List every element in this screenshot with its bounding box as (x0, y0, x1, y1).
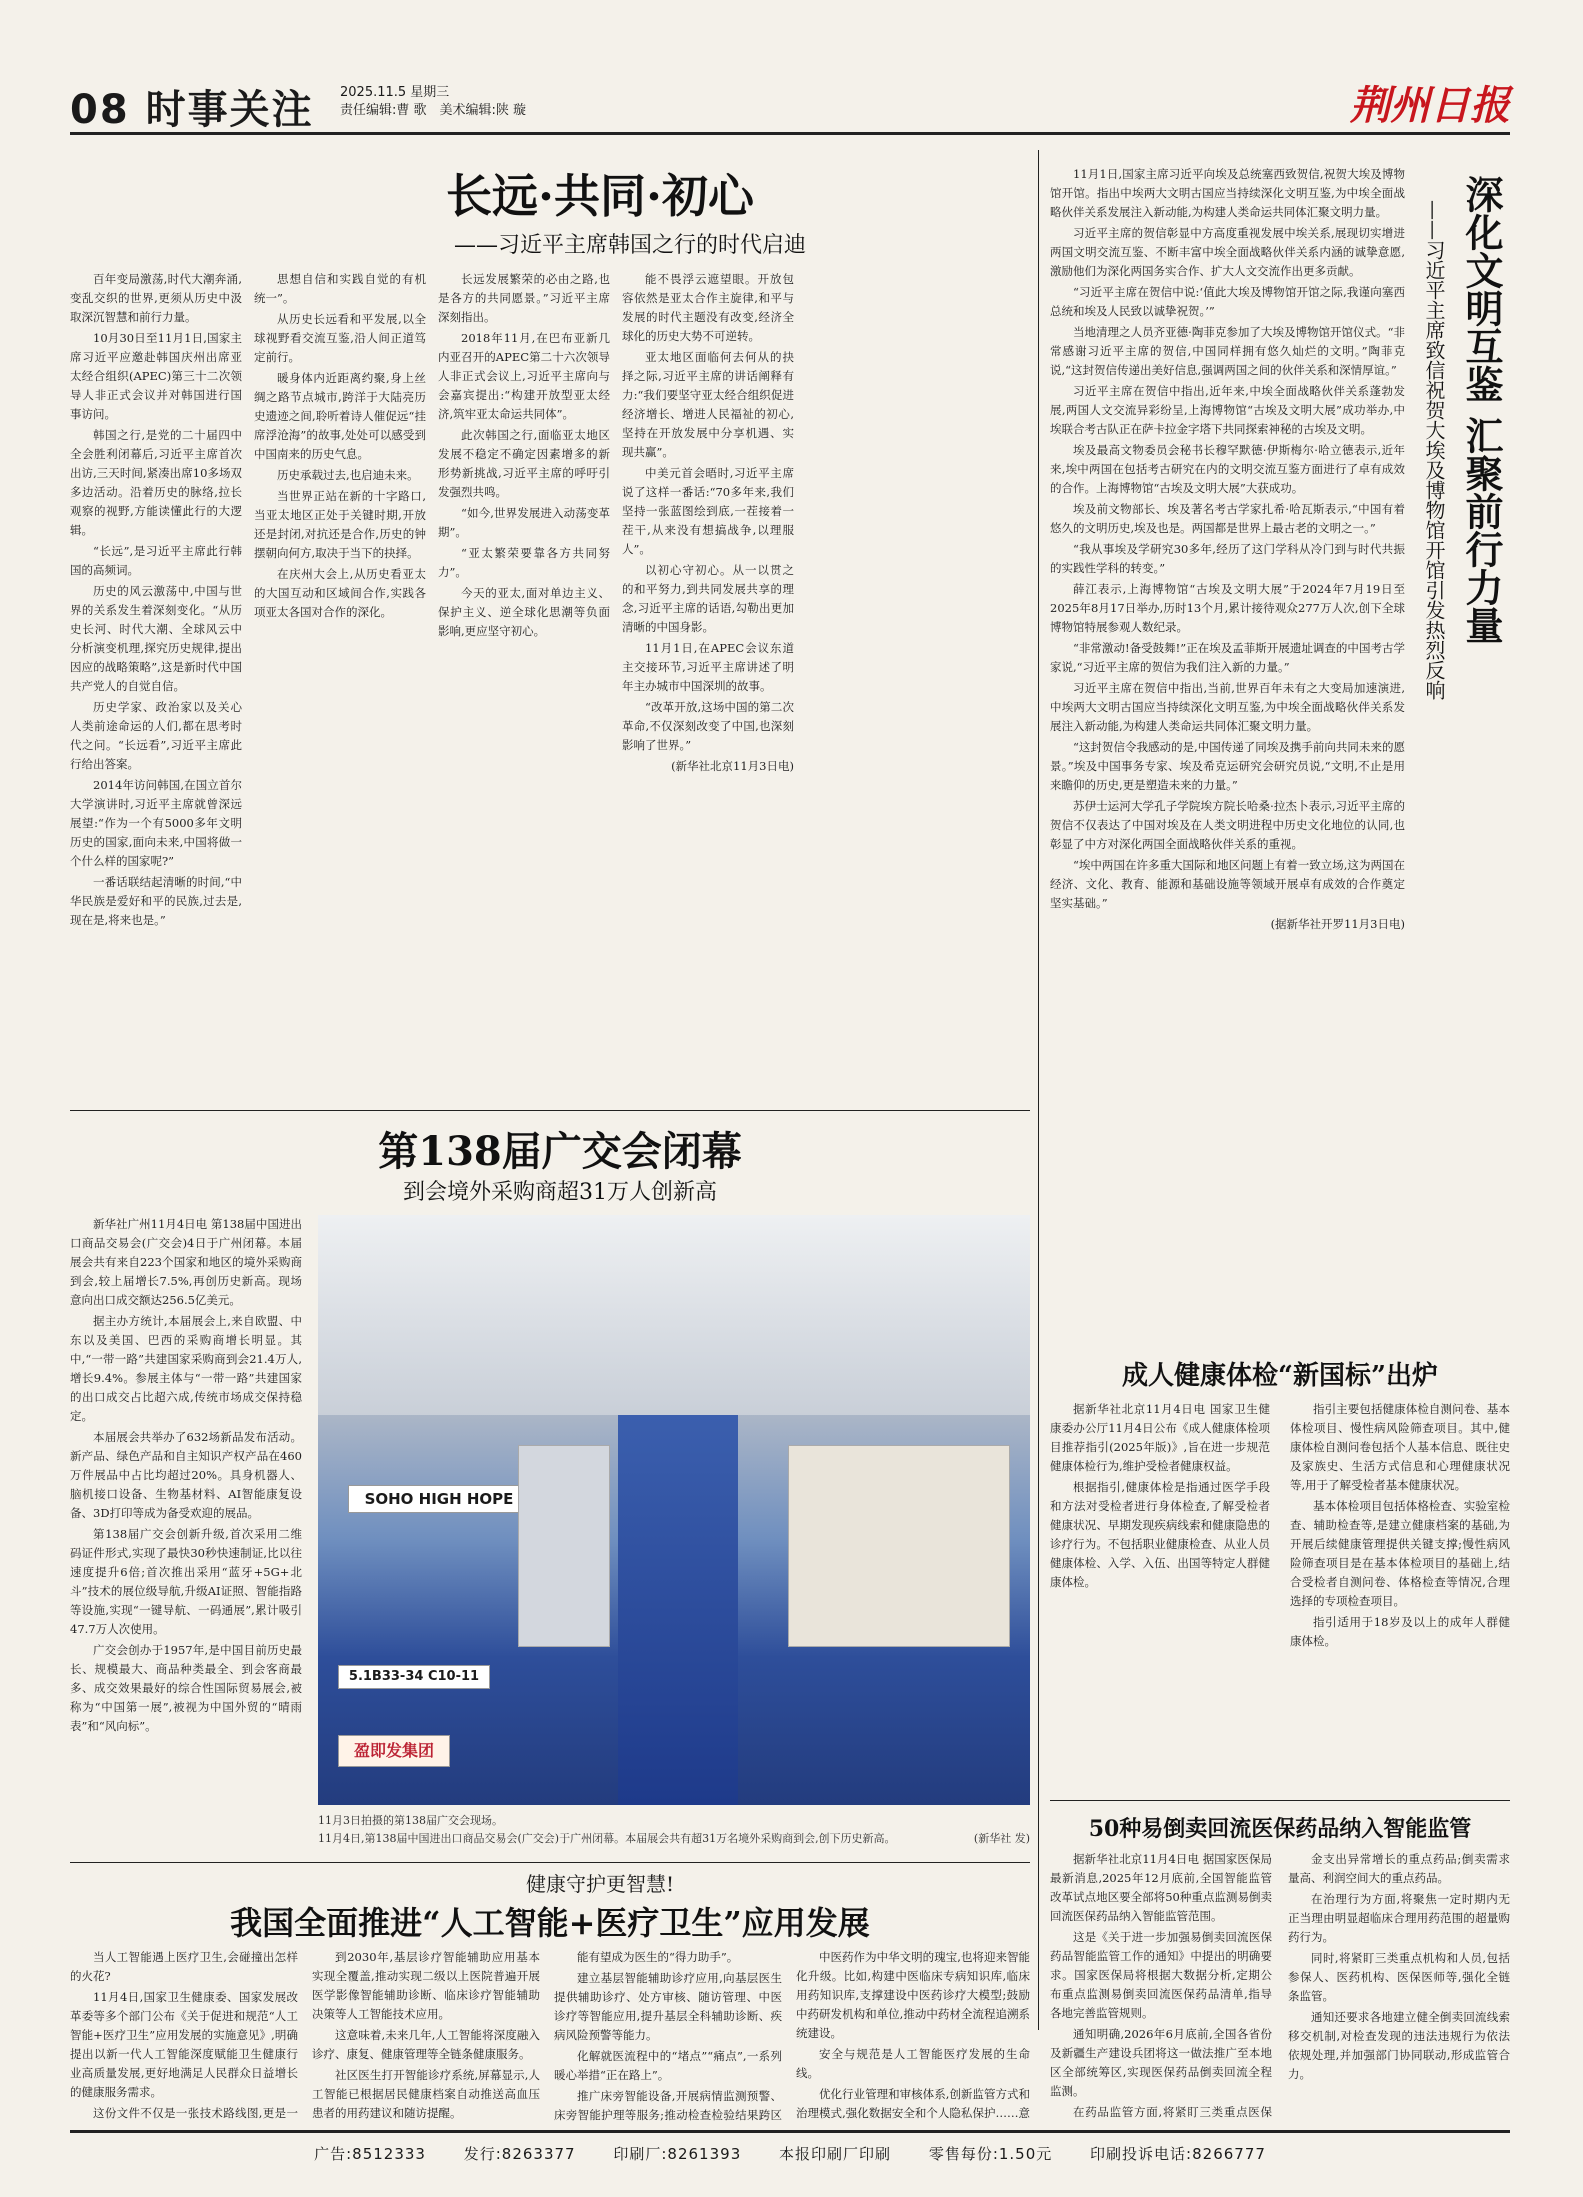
paragraph: 据主办方统计,本届展会上,来自欧盟、中东以及美国、巴西的采购商增长明显。其中,“一带一路”共建国家采购商到会21.4万人,增长9.4%。参展主体与“一带一路”共建国家的出口成交占比超六成,传统市场成交保持稳定。 (70, 1314, 302, 1423)
paragraph: 在庆州大会上,从历史看亚太的大国互动和区域间合作,实践各项亚太各国对合作的深化。 (254, 567, 426, 619)
section-divider (70, 1110, 1030, 1111)
page-header (70, 78, 314, 135)
paragraph: 推广床旁智能设备,开展病情监测预警、床旁智能护理等服务;推动检查检验结果跨区 (554, 2089, 782, 2122)
paragraph: 一番话联结起清晰的时间,“中华民族是爱好和平的民族,过去是,现在是,将来也是。” (70, 875, 242, 927)
photo-aisle (618, 1415, 738, 1805)
paragraph: 建立基层智能辅助诊疗应用,向基层医生提供辅助诊疗、处方审核、随访管理、中医诊疗等智能应用,提升基层全科辅助诊断、疾病风险预警等能力。 (554, 1971, 782, 2042)
paragraph: 习近平主席在贺信中指出,当前,世界百年未有之大变局加速演进,中埃两大文明古国应当持续深化文明互鉴,为中埃全面战略伙伴关系发展注入新动能,为构建人类命运共同体汇聚文明力量。 (1050, 681, 1405, 733)
article1-column-4 (622, 270, 794, 1110)
article5-kicker: 健康守护更智慧! (525, 1872, 675, 1896)
footer-ads: 广告:8512333 (314, 2145, 426, 2163)
paragraph: 百年变局激荡,时代大潮奔涌,变乱交织的世界,更须从历史中汲取深沉智慧和前行力量。 (70, 272, 242, 324)
paragraph: 习近平主席的贺信彰显中方高度重视发展中埃关系,展现切实增进两国文明交流互鉴、不断丰富中埃全面战略伙伴关系内涵的诚挚意愿,激励他们为深化两国务实合作、扩大人文交流作出更多贡献。 (1050, 226, 1405, 278)
paragraph: 暖身体内近距离约聚,身上丝绸之路节点城市,跨洋于大陆亮历史遗迹之间,聆听着诗人催促远“挂席浮沧海”的故事,处处可以感受到中国南来的历史气息。 (254, 371, 426, 461)
page-footer (70, 2130, 1510, 2164)
paragraph: 安全与规范是人工智能医疗发展的生命线。 (796, 2047, 1030, 2080)
paragraph: 中美元首会晤时,习近平主席说了这样一番话:“70多年来,我们坚持一张蓝图绘到底,一茬接着一茬干,从来没有想搞战争,以理服人”。 (622, 466, 794, 556)
photo-booth-sign: SOHO HIGH HOPE (348, 1485, 530, 1513)
paragraph: 基本体检项目包括体格检查、实验室检查、辅助检查等,是建立健康档案的基础,为开展后续健康管理提供关键支撑;慢性病风险筛查项目是在基本体检项目的基础上,结合受检者自测问卷、体格检查等情况,合理选择的专项检查项目。 (1290, 1499, 1510, 1608)
article1-column-2 (254, 270, 426, 1110)
paragraph: 历史学家、政治家以及关心人类前途命运的人们,都在思考时代之问。“长远看”,习近平主席此行给出答案。 (70, 700, 242, 771)
paragraph: 苏伊士运河大学孔子学院埃方院长哈桑·拉杰卜表示,习近平主席的贺信不仅表达了中国对埃及在人类文明进程中历史文化地位的认同,也彰显了中方对深化两国全面战略伙伴关系的重视。 (1050, 799, 1405, 851)
paragraph: 在药品监管方面,将紧盯三类重点医保 (1073, 2105, 1272, 2119)
footer-printer: 本报印刷厂印刷 (779, 2145, 892, 2163)
paragraph: “非常激动!备受鼓舞!”正在埃及孟菲斯开展遗址调查的中国考古学家说,“习近平主席的贺信为我们注入新的力量。” (1050, 641, 1405, 674)
article6-title: 50种易倒卖回流医保药品纳入智能监管 (1088, 1816, 1472, 1842)
paragraph: 韩国之行,是党的二十届四中全会胜利闭幕后,习近平主席首次出访,三天时间,紧凑出席10多场双多边活动。沿着历史的脉络,拉长观察的视野,方能读懂此行的大逻辑。 (70, 428, 242, 537)
caption-line: 11月4日,第138届中国进出口商品交易会(广交会)于广州闭幕。本届展会共有超31万名境外采购商到会,创下历史新高。 (新华社 发) (318, 1830, 1030, 1848)
paragraph: 根据指引,健康体检是指通过医学手段和方法对受检者进行身体检查,了解受检者健康状况、早期发现疾病线索和健康隐患的诊疗行为。不包括职业健康检查、从业人员健康体检、入学、入伍、出国等特定人群健康体检。 (1050, 1480, 1270, 1589)
paragraph: 2014年访问韩国,在国立首尔大学演讲时,习近平主席就曾深远展望:“作为一个有5000多年文明历史的国家,面向未来,中国将做一个什么样的国家呢?” (70, 778, 242, 868)
paragraph: 新华社广州11月4日电 第138届中国进出口商品交易会(广交会)4日于广州闭幕。本届展会共有来自223个国家和地区的境外采购商到会,较上届增长7.5%,再创历史新高。现场意向出口成交额达256.5亿美元。 (70, 1217, 302, 1307)
paragraph: 11月1日,国家主席习近平向埃及总统塞西致贺信,祝贺大埃及博物馆开馆。指出中埃两大文明古国应当持续深化文明互鉴,为中埃全面战略伙伴关系发展注入新动能,为构建人类命运共同体汇聚文明力量。 (1050, 167, 1405, 219)
article4-column-1 (1050, 1400, 1270, 1790)
paragraph: 习近平主席在贺信中指出,近年来,中埃全面战略伙伴关系蓬勃发展,两国人文交流异彩纷呈,上海博物馆“古埃及文明大展”成功举办,中埃联合考古队正在萨卡拉金字塔下共同探索神秘的古埃及文明。 (1050, 384, 1405, 436)
section-name: 时事关注 (145, 87, 314, 133)
paragraph: “长远”,是习近平主席此行韩国的高频词。 (70, 544, 242, 577)
paragraph: 历史的风云激荡中,中国与世界的关系发生着深刻变化。“从历史长河、时代大潮、全球风云中分析演变机理,探究历史规律,提出因应的战略策略”,这是新时代中国共产党人的自觉自信。 (70, 584, 242, 693)
canton-fair-photo (318, 1215, 1030, 1805)
article6-column-2 (1288, 1850, 1510, 2122)
paragraph: 化解就医流程中的“堵点”“痛点”,一系列暖心举措“正在路上”。 (554, 2049, 782, 2082)
paragraph: 金支出异常增长的重点药品;倒卖需求量高、利润空间大的重点药品。 (1288, 1852, 1510, 1885)
paragraph: “亚太繁荣要靠各方共同努力”。 (438, 546, 610, 579)
article4-title: 成人健康体检“新国标”出炉 (1122, 1361, 1438, 1391)
section-divider (70, 1862, 1030, 1863)
paragraph: 长远发展繁荣的必由之路,也是各方的共同愿景。”习近平主席深刻指出。 (438, 272, 610, 324)
paragraph: 亚太地区面临何去何从的抉择之际,习近平主席的讲话阐释有力:“我们要坚守亚太经合组织促进经济增长、增进人民福祉的初心,坚持在开放发展中分享机遇、实现共赢”。 (622, 350, 794, 459)
caption-line: 11月3日拍摄的第138届广交会现场。 (318, 1814, 503, 1827)
paragraph: 能不畏浮云遮望眼。开放包容依然是亚太合作主旋律,和平与发展的时代主题没有改变,经济全球化的历史大势不可逆转。 (622, 272, 794, 343)
paragraph: 埃及前文物部长、埃及著名考古学家扎希·哈瓦斯表示,“中国有着悠久的文明历史,埃及也是。两国都是世界上最古老的文明之一。” (1050, 502, 1405, 535)
dateline: (据新华社开罗11月3日电) (1270, 917, 1405, 931)
article2-body (1050, 165, 1405, 1345)
article5-column-2 (312, 1948, 540, 2123)
photo-booth-sign: 盈即发集团 (338, 1735, 450, 1767)
paragraph: “习近平主席在贺信中说:‘值此大埃及博物馆开馆之际,我谨向塞西总统和埃及人民致以诚挚祝贺。’” (1050, 285, 1405, 318)
paragraph: 埃及最高文物委员会秘书长穆罕默德·伊斯梅尔·哈立德表示,近年来,埃中两国在包括考古研究在内的文明交流互鉴方面进行了卓有成效的合作。上海博物馆“古埃及文明大展”大获成功。 (1050, 443, 1405, 495)
paragraph: “改革开放,这场中国的第二次革命,不仅深刻改变了中国,也深刻影响了世界。” (622, 700, 794, 752)
photo-booth (788, 1445, 1010, 1647)
footer-distribution: 发行:8263377 (463, 2145, 576, 2163)
article6-column-1 (1050, 1850, 1272, 2122)
photo-ceiling (318, 1215, 1030, 1415)
article5-column-1 (70, 1948, 298, 2123)
paragraph: 据新华社北京11月4日电 国家卫生健康委办公厅11月4日公布《成人健康体检项目推荐指引(2025年版)》,旨在进一步规范健康体检行为,维护受检者健康权益。 (1050, 1402, 1270, 1473)
paragraph: 11月4日,国家卫生健康委、国家发展改革委等多个部门公布《关于促进和规范“人工智能+医疗卫生”应用发展的实施意见》,明确提出以新一代人工智能深度赋能卫生健康行业高质量发展,更好地满足人民群众日益增长的健康服务需求。 (70, 1990, 298, 2099)
editors: 责任编辑:曹 歌 美术编辑:陕 璇 (340, 103, 527, 118)
paragraph: 能有望成为医生的“得力助手”。 (577, 1950, 739, 1964)
page-number: 08 (70, 87, 130, 133)
paragraph: 历史承载过去,也启迪未来。 (277, 468, 419, 482)
article5-column-4 (796, 1948, 1030, 2123)
issue-date: 2025.11.5 星期三 (340, 85, 450, 100)
paragraph: 广交会创办于1957年,是中国目前历史最长、规模最大、商品种类最全、到会客商最多、成交效果最好的综合性国际贸易展会,被称为“中国第一展”,被视为中国外贸的“晴雨表”和“风向标”。 (70, 1643, 302, 1733)
paragraph: “如今,世界发展进入动荡变革期”。 (438, 506, 610, 539)
paragraph: 以初心守初心。从一以贯之的和平努力,到共同发展共享的理念,习近平主席的话语,勾勒出更加清晰的中国身影。 (622, 563, 794, 634)
article1-column-1 (70, 270, 242, 1110)
paragraph: 当世界正站在新的十字路口,当亚太地区正处于关键时期,开放还是封闭,对抗还是合作,历史的钟摆朝向何方,取决于当下的抉择。 (254, 489, 426, 560)
paragraph: 指引适用于18岁及以上的成年人群健康体检。 (1290, 1615, 1510, 1648)
paragraph: 这份文件不仅是一张技术路线图,更是一 (93, 2106, 298, 2120)
article1-column-3 (438, 270, 610, 1110)
paragraph: 中医药作为中华文明的瑰宝,也将迎来智能化升级。比如,构建中医临床专病知识库,临床用药知识库,支撑建设中医药诊疗大模型;鼓励中药研发机构和单位,推动中药材全流程追溯系统建设。 (796, 1950, 1030, 2040)
article3-body (70, 1215, 302, 1855)
article1-title: 长远·共同·初心 (445, 169, 755, 223)
article5-title: 我国全面推进“人工智能+医疗卫生”应用发展 (230, 1904, 870, 1942)
paragraph: “我从事埃及学研究30多年,经历了这门学科从冷门到与时代共振的实践性学科的转变。” (1050, 542, 1405, 575)
paragraph: 这是《关于进一步加强易倒卖回流医保药品智能监管工作的通知》中提出的明确要求。国家医保局将根据大数据分析,定期公布重点监测易倒卖回流医保药品清单,指导各地完善监管规则。 (1050, 1930, 1272, 2020)
paragraph: 今天的亚太,面对单边主义、保护主义、逆全球化思潮等负面影响,更应坚守初心。 (438, 586, 610, 638)
paragraph: 在治理行为方面,将聚焦一定时期内无正当理由明显超临床合理用药范围的超量购药行为。 (1288, 1892, 1510, 1944)
paragraph: 11月1日,在APEC会议东道主交接环节,习近平主席讲述了明年主办城市中国深圳的故事。 (622, 641, 794, 693)
article3-subtitle: 到会境外采购商超31万人创新高 (403, 1180, 717, 1205)
issue-meta (340, 84, 526, 120)
dateline: (新华社北京11月3日电) (671, 759, 794, 773)
paragraph: 第138届广交会创新升级,首次采用二维码证件形式,实现了最快30秒快速制证,比以往速度提升6倍;首次推出采用“蓝牙+5G+北斗”技术的展位级导航,升级AI证照、智能指路等设施,实现“一键导航、一码通展”,累计吸引47.7万人次使用。 (70, 1527, 302, 1636)
footer-price: 零售每份:1.50元 (928, 2145, 1053, 2163)
paragraph: “埃中两国在许多重大国际和地区问题上有着一致立场,这为两国在经济、文化、教育、能源和基础设施等领域开展卓有成效的合作奠定坚实基础。” (1050, 858, 1405, 910)
paragraph: 从历史长远看和平发展,以全球视野看交流互鉴,沿人间正道笃定前行。 (254, 312, 426, 364)
footer-printing: 印刷厂:8261393 (613, 2145, 742, 2163)
article4-column-2 (1290, 1400, 1510, 1790)
photo-caption (318, 1812, 1030, 1848)
paragraph: 此次韩国之行,面临亚太地区发展不稳定不确定因素增多的新形势新挑战,习近平主席的呼吁引发强烈共鸣。 (438, 428, 610, 499)
photo-booth (518, 1445, 610, 1647)
paragraph: 10月30日至11月1日,国家主席习近平应邀赴韩国庆州出席亚太经合组织(APEC)第三十二次领导人非正式会议并对韩国进行国事访问。 (70, 331, 242, 421)
column-divider (1038, 150, 1039, 2030)
masthead (70, 70, 1510, 135)
photo-booth-number: 5.1B33-34 C10-11 (338, 1665, 490, 1689)
paragraph: 薛江表示,上海博物馆“古埃及文明大展”于2024年7月19日至2025年8月17日举办,历时13个月,累计接待观众277万人次,创下全球博物馆特展参观人数纪录。 (1050, 582, 1405, 634)
paragraph: 当地清理之人员齐亚德·陶菲克参加了大埃及博物馆开馆仪式。“非常感谢习近平主席的贺信,中国同样拥有悠久灿烂的文明。”陶菲克说,“这封贺信传递出美好信息,强调两国之间的伙伴关系和深情厚谊。” (1050, 325, 1405, 377)
paragraph: 到2030年,基层诊疗智能辅助应用基本实现全覆盖,推动实现二级以上医院普遍开展医学影像智能辅助诊断、临床诊疗智能辅助决策等人工智能技术应用。 (312, 1950, 540, 2021)
paragraph: 当人工智能遇上医疗卫生,会碰撞出怎样的火花? (70, 1950, 298, 1983)
paragraph: 指引主要包括健康体检自测问卷、基本体检项目、慢性病风险筛查项目。其中,健康体检自测问卷包括个人基本信息、既往史及家族史、生活方式信息和心理健康状况等,用于了解受检者基本健康状况。 (1290, 1402, 1510, 1492)
paragraph: 思想自信和实践自觉的有机统一”。 (254, 272, 426, 305)
article2-title: 深化文明互鉴 汇聚前行力量 (1459, 175, 1504, 645)
paragraph: 同时,将紧盯三类重点机构和人员,包括参保人、医药机构、医保医师等,强化全链条监管。 (1288, 1951, 1510, 2003)
paragraph: 2018年11月,在巴布亚新几内亚召开的APEC第二十六次领导人非正式会议上,习近平主席向与会嘉宾提出:“构建开放型亚太经济,筑牢亚太命运共同体”。 (438, 331, 610, 421)
article2-subtitle: ——习近平主席致信祝贺大埃及博物馆开馆引发热烈反响 (1422, 200, 1446, 700)
article1-subtitle: ——习近平主席韩国之行的时代启迪 (453, 233, 806, 258)
article3-title: 第138届广交会闭幕 (378, 1128, 742, 1175)
paragraph: 社区医生打开智能诊疗系统,屏幕显示,人工智能已根据居民健康档案自动推送高血压患者的用药建议和随访提醒。 (312, 2068, 540, 2120)
newspaper-logo: 荆州日报 (1350, 82, 1510, 129)
article5-column-3 (554, 1948, 782, 2123)
paragraph: 通知明确,2026年6月底前,全国各省份及新疆生产建设兵团将这一做法推广至本地区全部统筹区,实现医保药品倒卖回流全程监测。 (1050, 2027, 1272, 2098)
footer-complaint: 印刷投诉电话:8266777 (1090, 2145, 1266, 2163)
paragraph: 本届展会共举办了632场新品发布活动。新产品、绿色产品和自主知识产权产品在460万件展品中占比均超过20%。具身机器人、脑机接口设备、生物基材料、AI智能康复设备、3D打印等成为备受欢迎的展品。 (70, 1430, 302, 1520)
paragraph: 据新华社北京11月4日电 据国家医保局最新消息,2025年12月底前,全国智能监管改革试点地区要全部将50种重点监测易倒卖回流医保药品纳入智能监管范围。 (1050, 1852, 1272, 1923)
section-divider (1050, 1800, 1510, 1801)
paragraph: 这意味着,未来几年,人工智能将深度融入诊疗、康复、健康管理等全链条健康服务。 (312, 2028, 540, 2061)
paragraph: 通知还要求各地建立健全倒卖回流线索移交机制,对检查发现的违法违规行为依法依规处理,并加强部门协同联动,形成监管合力。 (1288, 2010, 1510, 2081)
paragraph: 优化行业管理和审核体系,创新监管方式和治理模式,强化数据安全和个人隐私保护……意 (796, 2087, 1030, 2120)
photo-credit: (新华社 发) (973, 1832, 1030, 1845)
paragraph: “这封贺信令我感动的是,中国传递了同埃及携手前向共同未来的愿景。”埃及中国事务专家、埃及希克运研究会研究员说,“文明,不止是用来瞻仰的历史,更是塑造未来的力量。” (1050, 740, 1405, 792)
